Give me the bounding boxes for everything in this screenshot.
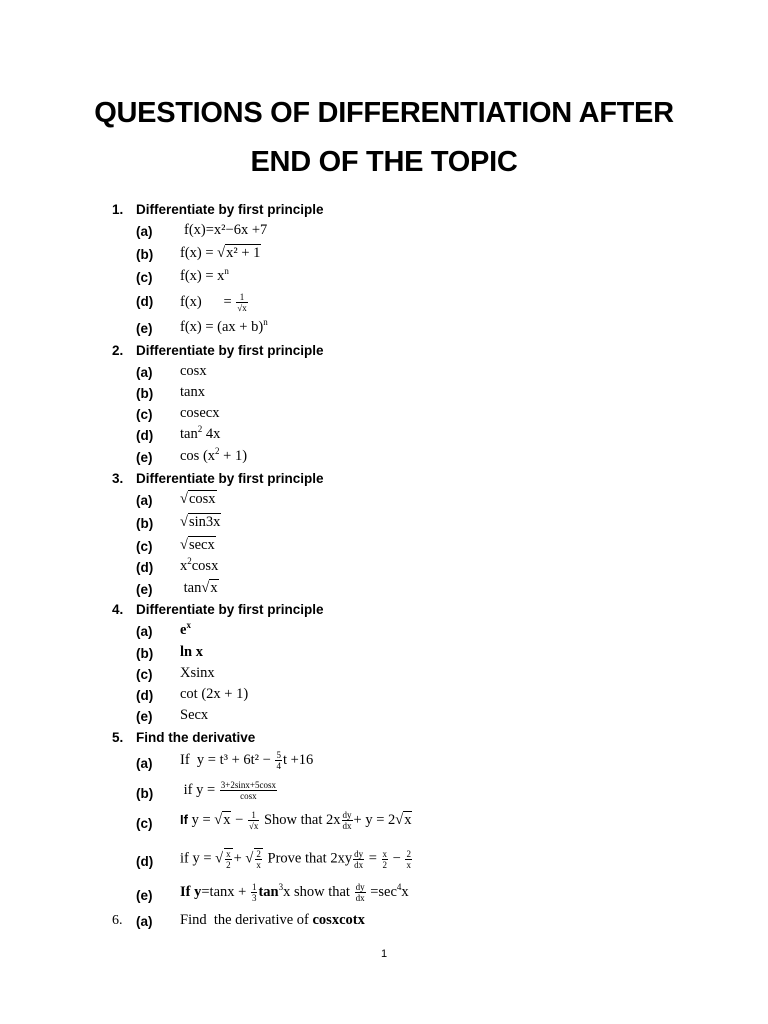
page-title-line-2: END OF THE TOPIC — [250, 146, 518, 178]
question-2-heading: 2. Differentiate by first principle — [112, 343, 324, 358]
question-3-heading: 3. Differentiate by first principle — [112, 471, 324, 486]
question-5-heading: 5. Find the derivative — [112, 730, 256, 745]
page-title-line-1: QUESTIONS OF DIFFERENTIATION AFTER — [94, 97, 674, 129]
question-6-number: 6. — [112, 913, 123, 928]
page-number: 1 — [380, 948, 388, 960]
question-1-heading: 1. Differentiate by first principle — [112, 202, 324, 217]
question-4-heading: 4. Differentiate by first principle — [112, 602, 324, 617]
